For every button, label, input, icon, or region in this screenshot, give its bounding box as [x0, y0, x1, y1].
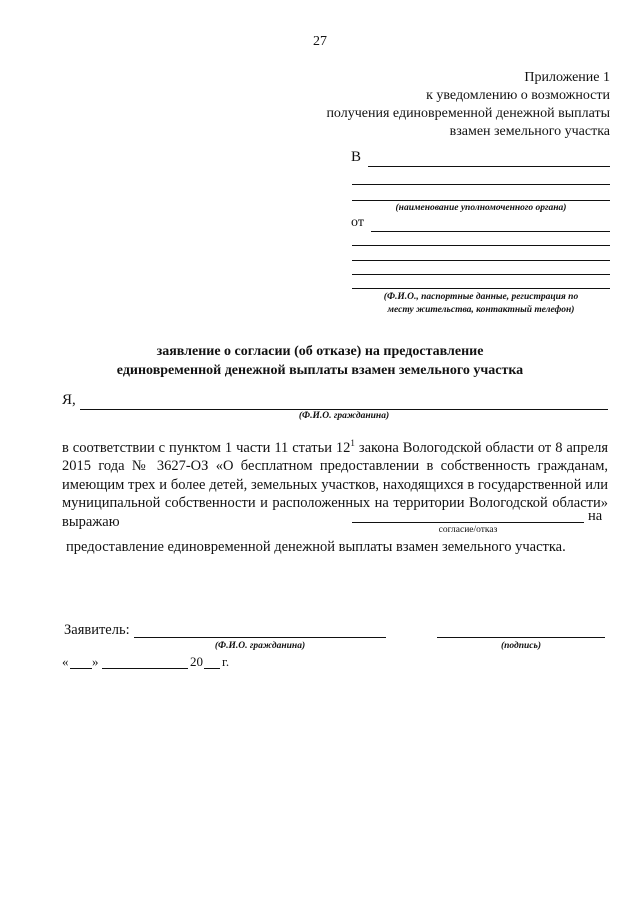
applicant-name-line[interactable]: [80, 409, 608, 410]
date-open-quote: «: [62, 654, 69, 669]
appendix-title: Приложение 1: [524, 70, 610, 85]
signature-sign-hint: (подпись): [500, 641, 542, 651]
date-month-line[interactable]: [102, 668, 188, 669]
signature-sign-line[interactable]: [437, 637, 605, 638]
to-label: В: [351, 149, 362, 165]
from-line-3[interactable]: [352, 260, 610, 261]
statement-paragraph: [62, 434, 608, 531]
signature-name-line[interactable]: [134, 637, 386, 638]
from-line-2[interactable]: [352, 245, 610, 246]
from-line-5[interactable]: [352, 288, 610, 289]
title-line-2: единовременной денежной выплаты взамен земельного участка: [116, 363, 524, 378]
signature-name-hint: (Ф.И.О. гражданина): [214, 641, 306, 651]
statement-sup: 1: [350, 438, 355, 448]
choice-hint: согласие/отказ: [438, 525, 498, 535]
year-suffix: г.: [222, 654, 230, 669]
on-label: на: [588, 508, 603, 524]
date-close-quote: »: [92, 654, 99, 669]
date-year-line[interactable]: [204, 668, 220, 669]
from-hint-2: месту жительства, контактный телефон): [387, 305, 575, 315]
statement-closing: предоставление единовременной денежной выплаты взамен земельного участка.: [66, 539, 566, 555]
consent-choice-line[interactable]: [352, 522, 584, 523]
from-line-4[interactable]: [352, 274, 610, 275]
appendix-line-2: получения единовременной денежной выплаты: [326, 106, 610, 121]
from-line-1[interactable]: [371, 231, 610, 232]
to-line-3[interactable]: [352, 200, 610, 201]
appendix-line-1: к уведомлению о возможности: [426, 88, 610, 103]
page-number: 27: [313, 34, 327, 49]
year-prefix: 20: [190, 654, 203, 669]
to-hint: (наименование уполномоченного органа): [395, 203, 567, 213]
to-line-1[interactable]: [368, 166, 610, 167]
to-line-2[interactable]: [352, 184, 610, 185]
appendix-line-3: взамен земельного участка: [449, 124, 610, 139]
statement-part-1: в соответствии с пунктом 1 части 11 статьи 12: [62, 439, 351, 456]
statement-part-2: закона Вологодской области от 8 апреля 2015 года № 3627-ОЗ «О бесплатном предоставлении в собственность гражданам, имеющим трех и более детей, земельных участков, находящихся в государственной или муниципальной собственности и расположенных на территории Вологодской области» выражаю: [62, 439, 608, 530]
from-label: от: [351, 215, 364, 230]
title-line-1: заявление о согласии (об отказе) на предоставление: [156, 344, 484, 359]
applicant-hint: (Ф.И.О. гражданина): [298, 411, 390, 421]
from-hint-1: (Ф.И.О., паспортные данные, регистрация по: [383, 292, 579, 302]
applicant-label: Я,: [62, 392, 76, 408]
date-day-line[interactable]: [70, 668, 92, 669]
signature-label: Заявитель:: [64, 622, 130, 638]
